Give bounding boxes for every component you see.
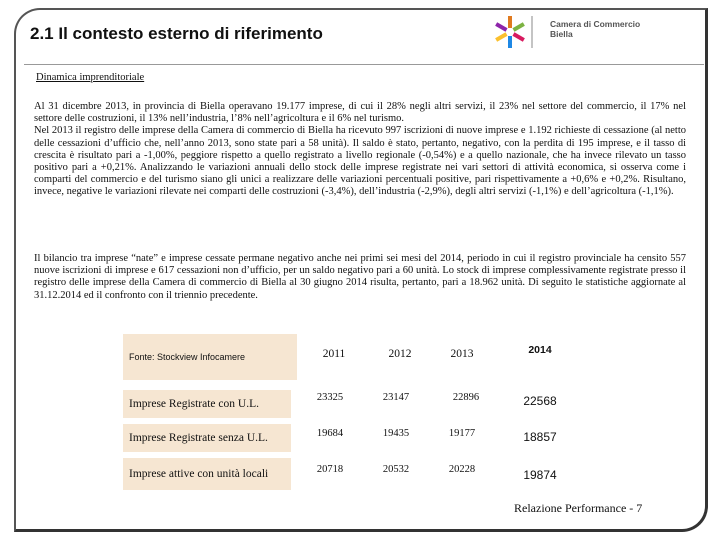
footer-page-label: Relazione Performance - 7 <box>514 501 643 515</box>
table-cell: 18857 <box>523 430 557 444</box>
paragraph-stock: Al 31 dicembre 2013, in provincia di Biella operavano 19.177 imprese, di cui il 28% negli altri servizi, il 23% nel settore del commercio, il 17% nel settore delle costruzioni, il 13% nell’industria, l’8% nell’agricoltura e il 6% nel turismo. <box>34 101 686 125</box>
star-logo-icon <box>488 14 544 50</box>
table-cell: 19874 <box>523 468 557 482</box>
year-header-2014: 2014 <box>528 344 552 356</box>
table-cell: 23147 <box>382 392 410 403</box>
table-row-label: Imprese attive con unità locali <box>123 458 291 490</box>
table-source-label: Fonte: Stockview Infocamere <box>123 334 297 380</box>
table-cell: 20228 <box>448 464 476 475</box>
table-cell: 22568 <box>523 394 557 408</box>
intro-paragraph <box>34 101 686 199</box>
table-cell: 20532 <box>382 464 410 475</box>
table-row-label: Imprese Registrate con U.L. <box>123 390 291 418</box>
year-header: 2013 <box>450 348 474 360</box>
chamber-logo <box>488 14 678 50</box>
year-header: 2011 <box>322 348 346 360</box>
logo-line1: Camera di Commercio <box>550 19 641 29</box>
table-cell: 19435 <box>382 428 410 439</box>
table-cell: 23325 <box>316 392 344 403</box>
paragraph-2014: Il bilancio tra imprese “nate” e imprese cessate permane negativo anche nei primi sei mesi del 2014, periodo in cui il registro provinciale ha censito 557 nuove iscrizioni di imprese e 617 cessazioni non d’ufficio, per un saldo negativo pari a 60 unità. Lo stock di imprese complessivamente registrate presso il registro delle imprese della Camera di commercio di Biella al 30 giugno 2014 risulta, pertanto, pari a 18.962 unità. Di seguito le statistiche aggiornate al 31.12.2014 ed il confronto con il triennio precedente. <box>34 253 686 301</box>
paragraph-2013: Nel 2013 il registro delle imprese della Camera di commercio di Biella ha ricevuto 997 iscrizioni di nuove imprese e 1.192 richieste di cessazione (al netto delle cessazioni d’ufficio che, nell’anno 2013, sono state pari a 58 unità). Il saldo è stato, pertanto, negativo, con la perdita di 195 imprese, e il tasso di crescita è risultato pari a -1,00%, peggiore rispetto a quello registrato a livello regionale (-0,54%) e a quello nazionale, che ha invece rilevato un tasso positivo pari a +0,21%. Analizzando le variazioni annuali dello stock delle imprese registrate nei vari settori di attività economica, si osserva come i comparti del commercio e del turismo siano gli unici a realizzare delle variazioni percentuali positive, pari rispettivamente a +0,6% e +0,2%. Risultano, invece, negative le variazioni rilevate nei comparti delle costruzioni (-3,4%), dell’industria (-2,9%), degli altri servizi (-1,1%) e dell’agricoltura (-1,1%). <box>34 125 686 198</box>
table-cell: 22896 <box>452 392 480 403</box>
table-cell: 19684 <box>316 428 344 439</box>
logo-line2: Biella <box>550 29 573 39</box>
table-cell: 19177 <box>448 428 476 439</box>
year-header: 2012 <box>388 348 412 360</box>
section-label: Dinamica imprenditoriale <box>36 72 145 83</box>
slide-title: 2.1 Il contesto esterno di riferimento <box>30 24 323 43</box>
table-row-label: Imprese Registrate senza U.L. <box>123 424 291 452</box>
table-cell: 20718 <box>316 464 344 475</box>
header-divider <box>24 64 704 65</box>
column-2014 <box>502 334 578 494</box>
